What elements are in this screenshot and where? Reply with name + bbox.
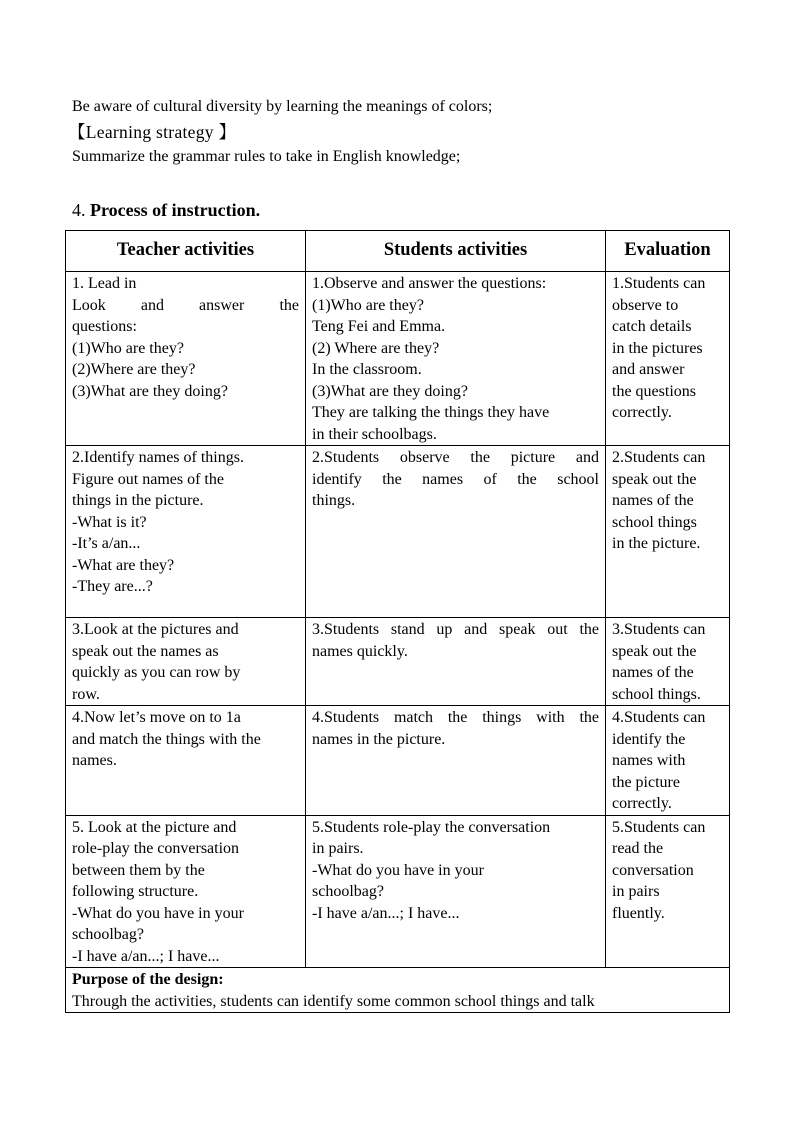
purpose-cell	[66, 968, 730, 1013]
cell-text: names in the picture.	[312, 730, 446, 748]
cell-text: (3)What are they doing?	[312, 382, 468, 400]
table-row	[66, 446, 730, 618]
teacher-cell	[66, 618, 306, 706]
cell-text: (2) Where are they?	[312, 339, 440, 357]
cell-text: names with	[612, 752, 686, 769]
cell-text: names of the	[612, 492, 694, 509]
cell-text: 1. Lead in	[72, 275, 137, 292]
cell-text: and match the things with the	[72, 730, 261, 748]
cell-text: 1.Students can	[612, 275, 706, 292]
cell-text: identify the names of the school	[312, 470, 599, 488]
evaluation-cell	[606, 272, 730, 446]
cell-text: schoolbag?	[72, 926, 144, 943]
cell-text: conversation	[612, 861, 694, 879]
cell-text: in pairs	[612, 883, 660, 900]
header-teacher-activities: Teacher activities	[66, 231, 306, 272]
section-heading	[72, 199, 260, 221]
cell-text: the questions	[612, 382, 696, 400]
section-title: Process of instruction.	[90, 200, 261, 220]
evaluation-cell	[606, 706, 730, 816]
table-row	[66, 706, 730, 816]
cell-text: Look and answer the	[72, 296, 299, 314]
cell-text: speak out the names as	[72, 642, 219, 660]
table-row	[66, 272, 730, 446]
cell-text: 1.Observe and answer the questions:	[312, 275, 547, 292]
cell-text: following structure.	[72, 883, 199, 900]
cell-text: (1)Who are they?	[312, 296, 424, 314]
cell-text: 2.Identify names of things.	[72, 449, 244, 466]
table-header-row	[66, 231, 730, 272]
cell-text: -What do you have in your	[312, 861, 484, 879]
teacher-cell	[66, 706, 306, 816]
cell-text: Teng Fei and Emma.	[312, 318, 446, 335]
cell-text: 3.Look at the pictures and	[72, 621, 239, 638]
cell-text: 2.Students observe the picture and	[312, 449, 599, 466]
cell-text: in the picture.	[612, 535, 701, 552]
cell-text: identify the	[612, 730, 686, 748]
cell-text: schoolbag?	[312, 883, 384, 900]
cell-text: -What are they?	[72, 556, 175, 574]
students-cell	[306, 618, 606, 706]
cell-text: fluently.	[612, 904, 665, 922]
table-row	[66, 815, 730, 968]
purpose-title: Purpose of the design:	[72, 971, 224, 988]
cell-text: 3.Students can	[612, 621, 706, 638]
cell-text: quickly as you can row by	[72, 664, 241, 681]
cell-text: 4.Students can	[612, 709, 706, 726]
cell-text: -What do you have in your	[72, 904, 244, 922]
section-number: 4.	[72, 200, 86, 220]
cell-text: 5. Look at the picture and	[72, 818, 237, 836]
cell-text: in their schoolbags.	[312, 425, 437, 443]
intro-cultural-line: Be aware of cultural diversity by learning the meanings of colors;	[72, 98, 493, 115]
cell-text: (3)What are they doing?	[72, 382, 228, 400]
cell-text: names of the	[612, 664, 694, 681]
cell-text: (1)Who are they?	[72, 339, 184, 357]
cell-text: row.	[72, 685, 100, 703]
process-table	[65, 230, 730, 1013]
cell-text: 5.Students can	[612, 818, 706, 836]
cell-text: read the	[612, 840, 664, 857]
cell-text: between them by the	[72, 861, 205, 879]
students-cell	[306, 706, 606, 816]
cell-text: correctly.	[612, 404, 672, 421]
cell-text: Figure out names of the	[72, 470, 224, 488]
cell-text: (2)Where are they?	[72, 361, 196, 378]
teacher-cell	[66, 446, 306, 618]
cell-text: things in the picture.	[72, 492, 204, 509]
cell-text: -They are...?	[72, 578, 153, 595]
cell-text: speak out the	[612, 642, 697, 660]
evaluation-cell	[606, 446, 730, 618]
cell-text: catch details	[612, 318, 692, 335]
cell-text: -I have a/an...; I have...	[72, 947, 220, 965]
header-evaluation: Evaluation	[606, 231, 730, 272]
cell-text: 5.Students role-play the conversation	[312, 818, 551, 836]
learning-strategy-text: Summarize the grammar rules to take in English knowledge;	[72, 148, 461, 165]
purpose-row	[66, 968, 730, 1013]
students-cell	[306, 815, 606, 968]
evaluation-cell	[606, 618, 730, 706]
cell-text: correctly.	[612, 795, 672, 812]
cell-text: questions:	[72, 318, 137, 335]
cell-text: observe to	[612, 296, 679, 314]
students-cell	[306, 446, 606, 618]
learning-strategy-heading: 【Learning strategy 】	[68, 122, 237, 142]
cell-text: and answer	[612, 361, 685, 378]
evaluation-cell	[606, 815, 730, 968]
header-students-activities: Students activities	[306, 231, 606, 272]
cell-text: the picture	[612, 773, 680, 791]
table-row	[66, 618, 730, 706]
cell-text: -What is it?	[72, 513, 147, 531]
cell-text: -It’s a/an...	[72, 535, 141, 552]
purpose-text: Through the activities, students can identify some common school things and talk	[72, 992, 595, 1010]
cell-text: school things	[612, 513, 697, 531]
cell-text: names quickly.	[312, 642, 408, 660]
cell-text: They are talking the things they have	[312, 404, 550, 421]
students-cell	[306, 272, 606, 446]
cell-text: in the pictures	[612, 339, 703, 357]
cell-text: 4.Now let’s move on to 1a	[72, 709, 241, 726]
cell-text: In the classroom.	[312, 361, 422, 378]
teacher-cell	[66, 272, 306, 446]
cell-text: 2.Students can	[612, 449, 706, 466]
cell-text: 3.Students stand up and speak out the	[312, 621, 599, 638]
teacher-cell	[66, 815, 306, 968]
cell-text: school things.	[612, 685, 701, 703]
cell-text: in pairs.	[312, 840, 364, 857]
cell-text: 4.Students match the things with the	[312, 709, 599, 726]
cell-text: names.	[72, 752, 117, 769]
cell-text: -I have a/an...; I have...	[312, 904, 460, 922]
cell-text: things.	[312, 492, 356, 509]
cell-text: speak out the	[612, 470, 697, 488]
cell-text: role-play the conversation	[72, 840, 240, 857]
